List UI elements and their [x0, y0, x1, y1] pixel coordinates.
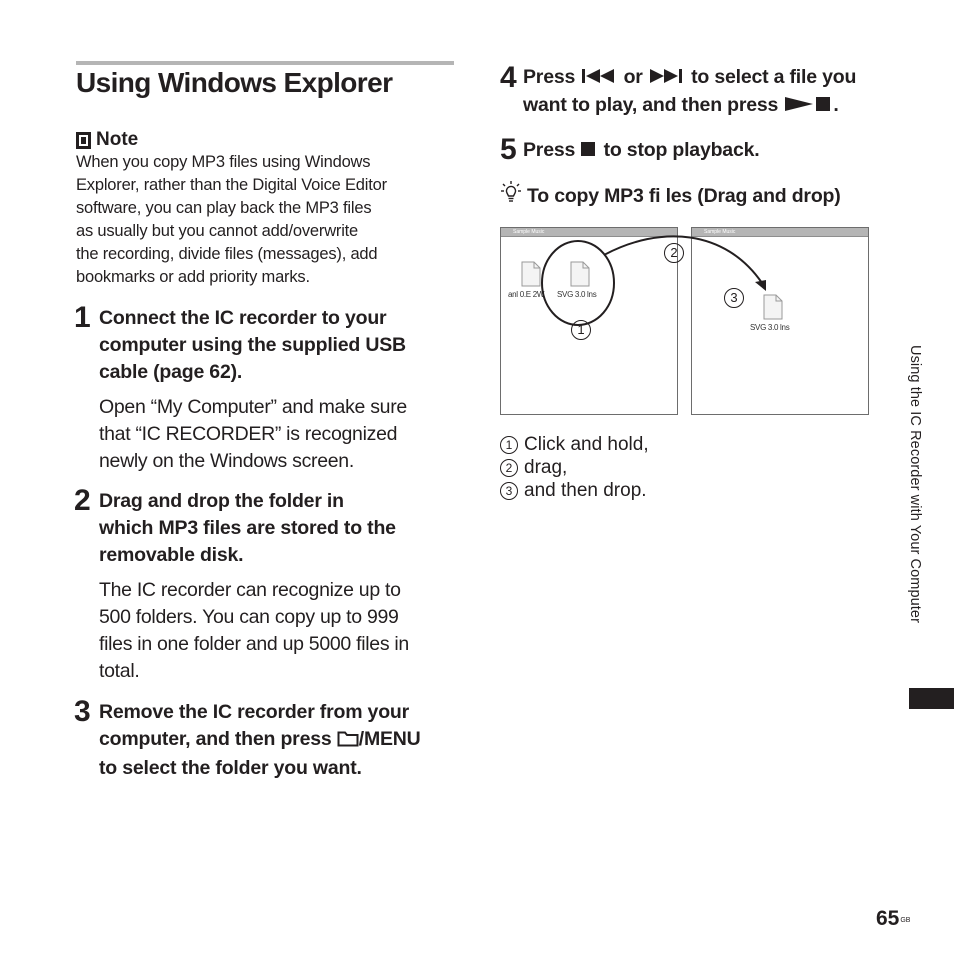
- page-number-suffix: GB: [900, 917, 911, 924]
- legend-marker: 2: [500, 459, 518, 477]
- step-3-line: [99, 726, 459, 755]
- tip-heading-text: To copy MP3 fi les (Drag and drop): [527, 184, 841, 207]
- step-4-line: [523, 64, 903, 92]
- step-1-desc-line: Open “My Computer” and make sure: [99, 396, 407, 418]
- step-2-text: [99, 488, 459, 569]
- tip-heading: [500, 180, 841, 212]
- step-1-line: computer using the supplied USB: [99, 334, 406, 356]
- step-4-number: 4: [500, 61, 516, 94]
- step-2-line: Drag and drop the folder in: [99, 490, 344, 512]
- legend-text: Click and hold,: [524, 434, 649, 455]
- step-4-line2: want to play, and then press: [523, 94, 784, 116]
- section-tab-marker: [909, 688, 954, 709]
- step-2-description: [99, 577, 459, 685]
- step-2-desc-line: total.: [99, 660, 140, 682]
- step-5-press: Press: [523, 139, 581, 161]
- page-title: Using Windows Explorer: [76, 67, 393, 98]
- marker-3: 3: [724, 288, 744, 308]
- folder-icon: [337, 728, 359, 755]
- stop-icon: [580, 138, 598, 165]
- step-1-desc-line: newly on the Windows screen.: [99, 450, 354, 472]
- page-number: [876, 906, 910, 932]
- destination-file-label: SVG 3.0 lns: [750, 323, 790, 332]
- drag-arrow-path: [604, 236, 762, 283]
- step-1-text: [99, 305, 459, 386]
- note-line: as usually but you cannot add/overwrite: [76, 222, 359, 240]
- next-track-icon: [648, 65, 686, 92]
- step-1-line: cable (page 62).: [99, 361, 243, 383]
- step-3-line-start: computer, and then press: [99, 728, 337, 750]
- legend-item: [500, 456, 567, 479]
- step-1-number: 1: [74, 301, 90, 334]
- step-5-text: [523, 137, 759, 165]
- page-number-value: 65: [876, 907, 900, 930]
- click-highlight-ring: [542, 241, 614, 325]
- step-3-text: [99, 699, 459, 782]
- legend-item: [500, 479, 647, 502]
- legend-text: and then drop.: [524, 480, 647, 501]
- step-1-desc-line: that “IC RECORDER” is recognized: [99, 423, 398, 445]
- step-3-line: Remove the IC recorder from your: [99, 701, 410, 723]
- step-1-description: [99, 394, 459, 475]
- step-3-line: to select the folder you want.: [99, 757, 362, 779]
- step-2-line: removable disk.: [99, 544, 244, 566]
- legend-text: drag,: [524, 457, 568, 478]
- step-1-line: Connect the IC recorder to your: [99, 307, 387, 329]
- drag-path-overlay: [500, 227, 800, 347]
- source-window-title: Sample Music: [513, 229, 545, 235]
- previous-track-icon: [580, 65, 618, 92]
- marker-1: 1: [571, 320, 591, 340]
- lightbulb-icon: [500, 180, 522, 212]
- note-line: bookmarks or add priority marks.: [76, 268, 310, 286]
- step-5-number: 5: [500, 133, 516, 166]
- legend-marker: 1: [500, 436, 518, 454]
- drag-arrowhead: [755, 280, 766, 291]
- note-line: When you copy MP3 files using Windows: [76, 153, 371, 171]
- legend-item: [500, 433, 649, 456]
- step-4-line-end: to select a file you: [685, 66, 857, 88]
- step-2-desc-line: files in one folder and up 5000 files in: [99, 633, 409, 655]
- step-2-desc-line: 500 folders. You can copy up to 999: [99, 606, 399, 628]
- legend-marker: 3: [500, 482, 518, 500]
- source-file-1-label: anl 0.E 2W: [508, 290, 545, 299]
- marker-2: 2: [664, 243, 684, 263]
- step-2-desc-line: The IC recorder can recognize up to: [99, 579, 401, 601]
- note-heading-text: Note: [96, 129, 139, 150]
- note-icon: [76, 132, 91, 149]
- note-body: [76, 151, 448, 289]
- note-line: the recording, divide files (messages), add: [76, 245, 378, 263]
- step-4-press: Press: [523, 66, 581, 88]
- step-3-line-end: /MENU: [358, 728, 421, 750]
- note-line: software, you can play back the MP3 files: [76, 199, 372, 217]
- step-3-number: 3: [74, 695, 90, 728]
- step-5-line-end: to stop playback.: [598, 139, 760, 161]
- step-4-line: [523, 92, 903, 120]
- step-4-text: [523, 64, 903, 120]
- step-2-line: which MP3 files are stored to the: [99, 517, 396, 539]
- step-4-period: .: [833, 94, 839, 116]
- note-heading: [76, 128, 138, 152]
- destination-window-title: Sample Music: [704, 229, 736, 235]
- step-2-number: 2: [74, 484, 90, 517]
- note-line: Explorer, rather than the Digital Voice Editor: [76, 176, 387, 194]
- source-file-2-label: SVG 3.0 lns: [557, 290, 597, 299]
- step-4-or: or: [618, 66, 648, 88]
- section-side-label: Using the IC Recorder with Your Computer: [907, 345, 923, 624]
- play-stop-icon: [783, 93, 833, 120]
